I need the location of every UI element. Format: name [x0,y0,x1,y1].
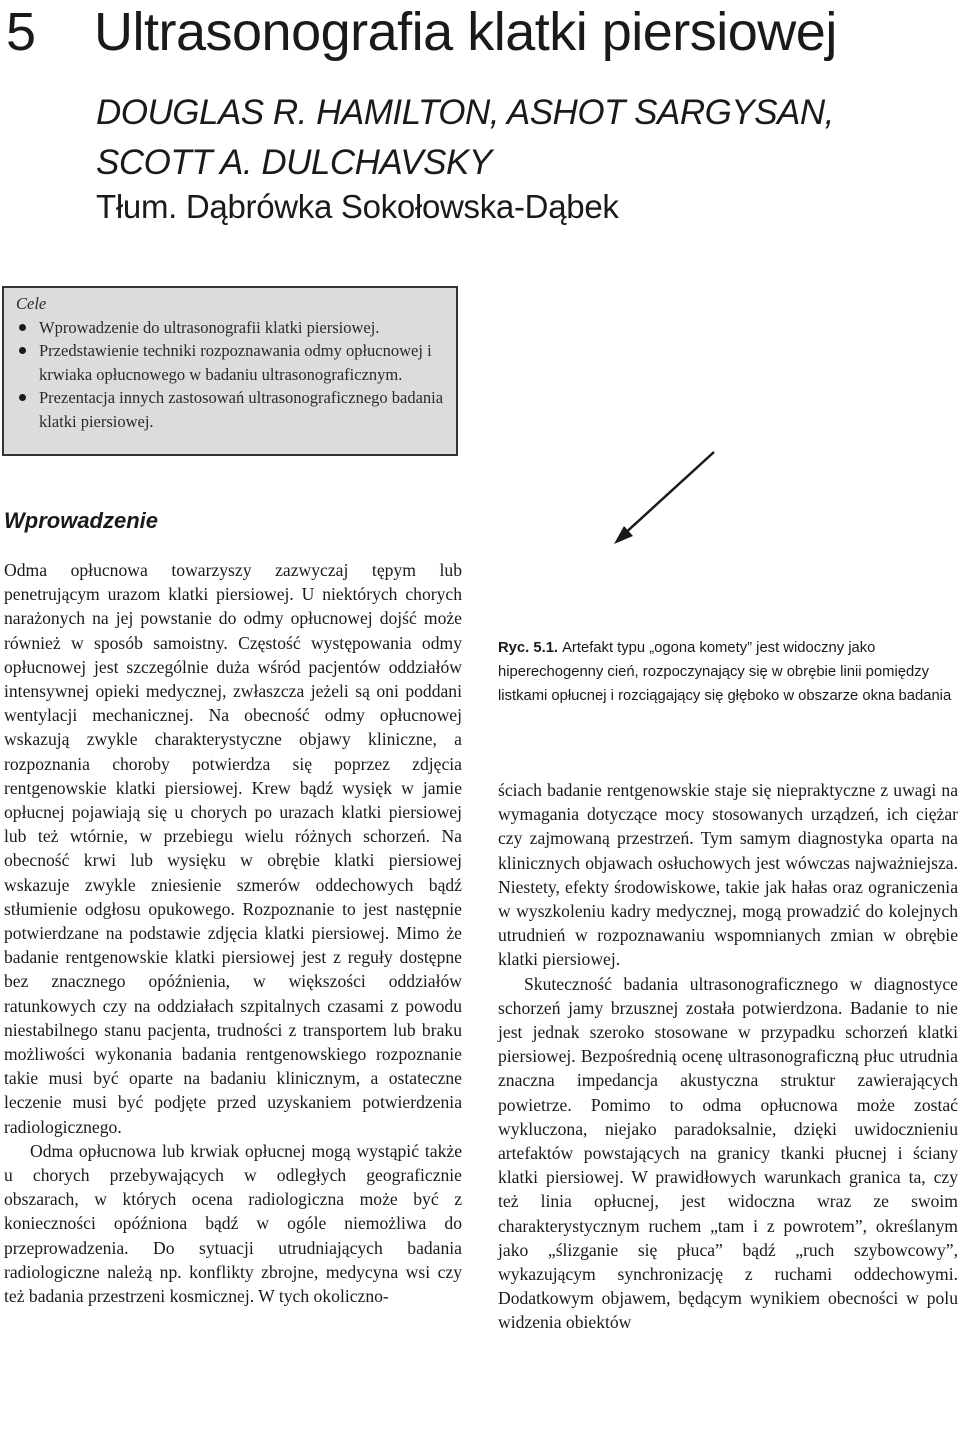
objective-item [16,316,446,340]
chapter-authors [96,88,896,188]
figure-caption [498,636,960,708]
objectives-list [16,316,446,434]
bullet-icon [19,324,26,331]
objective-text: Przedstawienie techniki rozpoznawania odmy opłucnowej i krwiaka opłucnowego w badaniu ultrasonograficznym. [39,341,432,384]
chapter-number: 5 [6,2,36,62]
body-paragraph: ściach badanie rentgenowskie staje się niepraktyczne z uwagi na wymagania dotyczące mocy stosowanych urządzeń, ich ciężar czy zajmowaną przestrzeń. Tym samym diagnostyka oparta na klinicznych objawach osłuchowych jest wówczas najważniejsza. Niestety, efekty środowiskowe, takie jak hałas oraz ograniczenia w wyszkoleniu kadry medycznej, mogą prowadzić do kolejnych utrudnień w rozpoznawaniu wspomnianych zmian w obrębie klatki piersiowej. [498,780,958,970]
objective-item [16,386,446,433]
chapter-title [6,0,837,64]
objectives-box [2,286,458,456]
figure-caption-text: Artefakt typu „ogona komety” jest widoczny jako hiperechogenny cień, rozpoczynający się w obrębie linii pomiędzy listkami opłucnej i rozciągający się głęboko w obszarze okna badania [498,640,952,704]
arrow-icon [600,450,730,550]
chapter-title-text: Ultrasonografia klatki piersiowej [94,2,837,62]
bullet-icon [19,394,26,401]
objective-text: Wprowadzenie do ultrasonografii klatki piersiowej. [39,317,380,337]
authors-line: SCOTT A. DULCHAVSKY [96,143,492,182]
body-paragraph: Skuteczność badania ultrasonograficznego w diagnostyce schorzeń jamy brzusznej została potwierdzona. Badanie to nie jest jednak szeroko stosowane w przypadku schorzeń klatki piersiowej. Bezpośrednią ocenę ultrasonograficzną płuc utrudnia znaczna impedancja akustyczna struktur zawierających powietrze. Pomimo to odma opłucnowa może zostać wykluczona, niejako paradoksalnie, dzięki uwidocznieniu artefaktów powstających na granicy tkanki płucnej i ściany klatki piersiowej. W prawidłowych warunkach granica ta, czy też linia opłucnej, jest widoczna wraz ze swoim charakterystycznym ruchem „tam i z powrotem”, określanym jako „ślizganie się płuca” bądź „ruch szybowcowy”, wykazującym synchronizację z ruchami oddechowymi. Dodatkowym objawem, będącym wynikiem obecności w polu widzenia obiektów [498,973,958,1333]
body-paragraph: Odma opłucnowa lub krwiak opłucnej mogą wystąpić także u chorych przebywających w odległych geograficznie obszarach, w których ocena radiologiczna może być z konieczności opóźniona bądź w ogóle niemożliwa do przeprowadzenia. Do sytuacji utrudniających badania radiologiczne należą np. konflikty zbrojne, medycyna wsi czy też badania przestrzeni kosmicznej. W tych okoliczno- [4,1140,462,1307]
objective-item [16,339,446,386]
translator-credit: Tłum. Dąbrówka Sokołowska-Dąbek [96,188,619,225]
body-paragraph: Odma opłucnowa towarzyszy zazwyczaj tępym lub penetrującym urazom klatki piersiowej. U niektórych chorych narażonych na jej powstanie do odmy opłucnowej dojść może również w sposób samoistny. Częstość występowania odmy opłucnowej jest szczególnie duża wśród pacjentów oddziałów intensywnej opieki medycznej, zwłaszcza jeżeli są oni poddani wentylacji mechanicznej. Na obecność odmy opłucnowej wskazują zwykle charakterystyczne objawy kliniczne, a rozpoznania choroby potwierdza się poprzez zdjęcia rentgenowskie klatki piersiowej. Krew bądź wysięk w jamie opłucnej pojawiają się u chorych po urazach klatki piersiowej lub też wtórnie, w przebiegu wielu różnych schorzeń. Na obecność krwi lub wysięku w obrębie klatki piersiowej wskazuje zwykle zniesienie szmerów oddechowych bądź stłumienie odgłosu opukowego. Rozpoznanie to jest następnie potwierdzane na podstawie zdjęcia klatki piersiowej. Mimo że badanie rentgenowskie klatki piersiowej jest z reguły dostępne bez znacznego opóźnienia, w większości oddziałów ratunkowych czy na oddziałach szpitalnych czasami z powodu niestabilnego stanu pacjenta, trudności z transportem lub braku możliwości wykonania badania rentgenowskiego rozpoznanie takie musi być oparte na badaniu klinicznym, a ostateczne leczenie musi być podjęte przed uzyskaniem potwierdzenia radiologicznego. [4,560,462,1137]
section-heading: Wprowadzenie [4,508,159,533]
right-column [498,778,958,1335]
bullet-icon [19,347,26,354]
figure-label: Ryc. 5.1. [498,640,559,656]
authors-line: DOUGLAS R. HAMILTON, ASHOT SARGYSAN, [96,93,834,132]
left-column [4,558,462,1308]
objective-text: Prezentacja innych zastosowań ultrasonograficznego badania klatki piersiowej. [39,388,444,431]
objectives-heading: Cele [16,294,47,313]
